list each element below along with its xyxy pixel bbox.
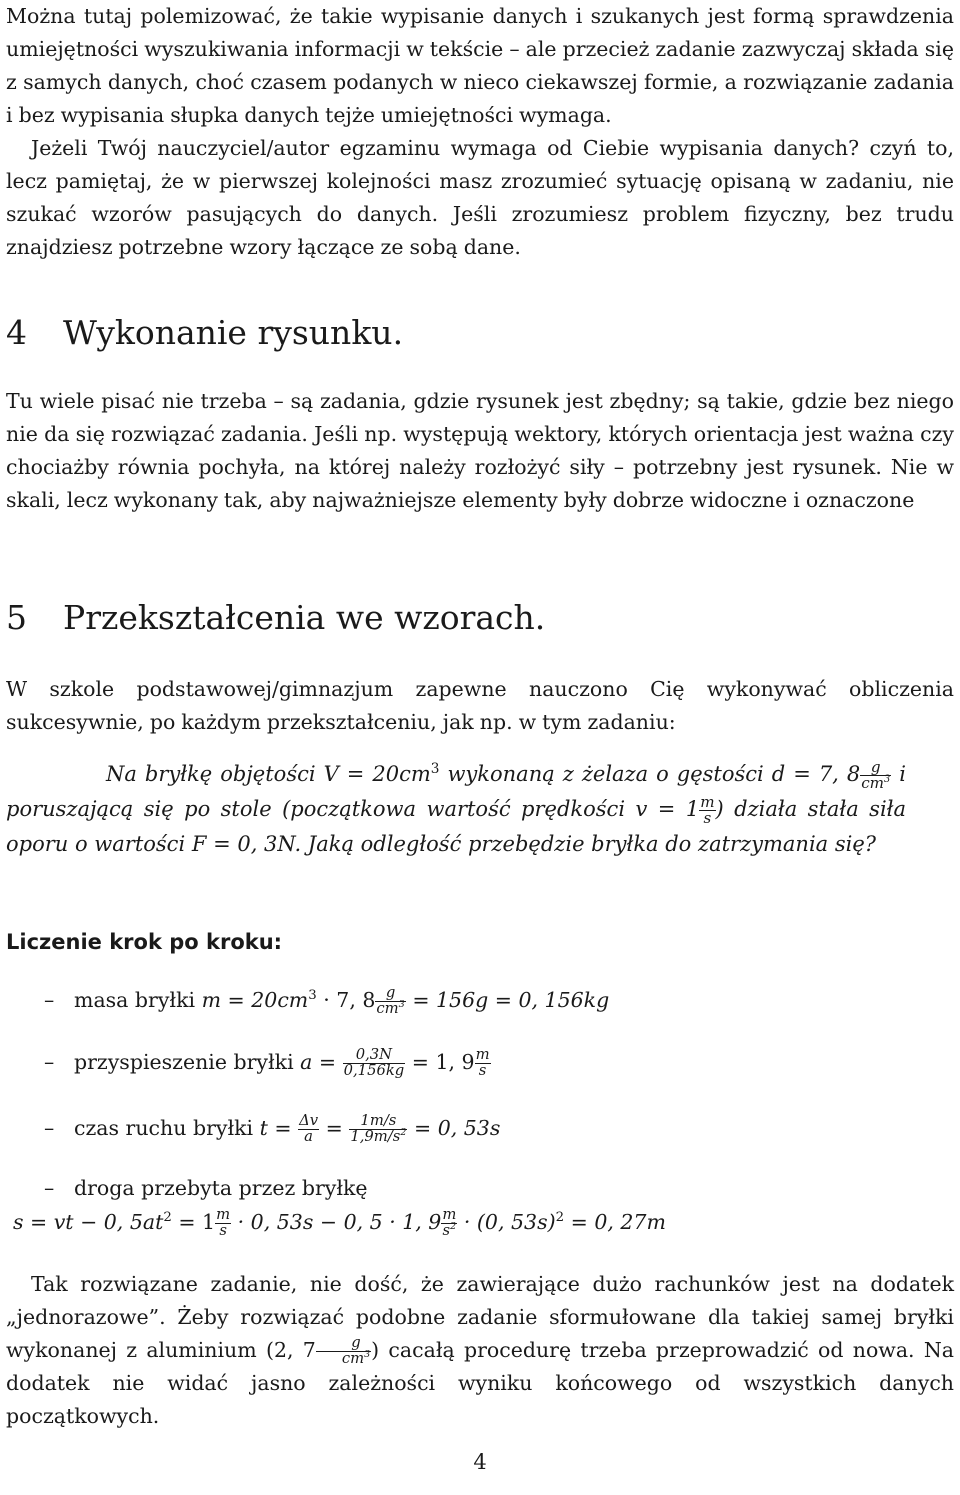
fraction-numerator: m (700, 792, 715, 811)
exponent: 3 (430, 761, 440, 777)
list-item-mass (44, 980, 609, 1020)
exponent: 3 (398, 999, 405, 1011)
fraction-m-s2 (441, 1208, 457, 1239)
formula-part: m = 20cm (201, 988, 309, 1012)
fraction-numerator: g (316, 1336, 371, 1352)
formula-part: = 1, 9 (411, 1050, 475, 1074)
example-problem (6, 757, 906, 862)
formula-part: a = (300, 1050, 337, 1074)
unit-text: cm (341, 1350, 365, 1367)
numeral: 1,9 (350, 1128, 374, 1145)
unit-text: m (369, 1112, 384, 1130)
fraction-numerator: 1m/s (349, 1114, 407, 1130)
example-text: ) działa stała siła oporu o wartości F = 0, 3N. Jaką odległość przebędzie bryłka do zatrzymania się? (6, 797, 906, 856)
unit-text: s (442, 1222, 451, 1239)
fraction-numerator: m (442, 1206, 457, 1224)
formula-part: s = vt − 0, 5at (13, 1210, 164, 1234)
paragraph-text: ) cacałą procedurę trzeba przeprowadzić od nowa. Na dodatek nie widać jasno zależności wyniku końcowego od wszystkich danych początkowych. (6, 1338, 954, 1428)
example-text: wykonaną z żelaza o gęstości d = 7, 8 (447, 762, 861, 786)
formula-part: · 0, 53s − 0, 5 · 1, 9 (237, 1210, 442, 1234)
fraction-numerator: Δv (299, 1112, 319, 1130)
example-text: i poruszającą się po stole (początkowa wartość prędkości v = 1 (6, 762, 906, 821)
exponent: 3 (308, 988, 317, 1004)
formula-part: t = (259, 1116, 292, 1140)
formula-part: = 156g = 0, 156kg (412, 988, 610, 1012)
section-heading-4 (6, 313, 403, 353)
step-label: masa bryłki (74, 988, 196, 1012)
exponent: 2 (400, 1127, 407, 1139)
fraction-denominator (441, 1221, 457, 1239)
step-heading: Liczenie krok po kroku: (6, 930, 283, 954)
formula-part: = 1 (178, 1210, 216, 1234)
step-label: czas ruchu bryłki (74, 1116, 254, 1140)
unit-text: cm (861, 774, 885, 792)
exponent: 2 (163, 1210, 172, 1226)
fraction-speed-acceleration (349, 1114, 407, 1145)
fraction-denominator: 0,156kg (343, 1062, 405, 1079)
unit-text: s (388, 1112, 397, 1130)
unit-text: m (373, 1128, 388, 1145)
list-dash: – (44, 1050, 55, 1074)
step-label: droga przebyta przez bryłkę (74, 1176, 368, 1200)
section-title: Wykonanie rysunku. (63, 313, 404, 352)
paragraph-drawing: Tu wiele pisać nie trzeba – są zadania, gdzie rysunek jest zbędny; są takie, gdzie bez niego nie da się rozwiązać zadania. Jeśli np. występują wektory, których orientacja jest ważna czy chociażby równia pochyła, na której należy rozłożyć siły – potrzebny jest rysunek. Nie w skali, lecz wykonany tak, aby najważniejsze elementy były dobrze widoczne i oznaczone (6, 389, 954, 512)
example-text: Na bryłkę objętości V = 20cm (106, 762, 431, 786)
paragraph-intro: Można tutaj polemizować, że takie wypisanie danych i szukanych jest formą sprawdzenia umiejętności wyszukiwania informacji w tekście – ale przecież zadanie zazwyczaj składa się z samych danych, choć czasem podanych w nieco ciekawszej formie, a rozwiązanie zadania i bez wypisania słupka danych tejże umiejętności wymaga. (6, 4, 954, 127)
section-title: Przekształcenia we wzorach. (63, 598, 546, 637)
fraction-force-mass (343, 1048, 406, 1079)
step-label: przyspieszenie bryłki (74, 1050, 294, 1074)
paragraph-school: W szkole podstawowej/gimnazjum zapewne nauczono Cię wykonywać obliczenia sukcesywnie, po każdym przekształceniu, jak np. w tym zadaniu: (6, 677, 954, 734)
list-dash: – (44, 1176, 55, 1200)
formula-part: · 7, 8 (323, 988, 376, 1012)
unit-text: s (392, 1128, 401, 1145)
fraction-numerator: g (860, 760, 891, 776)
formula-part: = (325, 1116, 343, 1140)
fraction-numerator: m (475, 1046, 490, 1064)
fraction-g-cm3 (375, 986, 405, 1017)
fraction-numerator: g (375, 986, 405, 1002)
paragraph-teacher: Jeżeli Twój nauczyciel/autor egzaminu wymaga od Ciebie wypisania danych? czyń to, lecz pamiętaj, że w pierwszej kolejności masz zrozumieć sytuację opisaną w zadaniu, nie szukać wzorów pasujących do danych. Jeśli zrozumiesz problem fizyczny, bez trudu znajdziesz potrzebne wzory łączące ze sobą dane. (6, 136, 954, 259)
exponent: 2 (555, 1210, 565, 1226)
formula-part: · (0, 53s) (463, 1210, 556, 1234)
formula-part: = 0, 53s (414, 1116, 501, 1140)
exponent: 3 (364, 1349, 371, 1361)
list-dash: – (44, 1116, 55, 1140)
fraction-numerator: 0,3N (343, 1048, 406, 1064)
fraction-denominator (860, 773, 891, 792)
list-dash: – (44, 988, 55, 1012)
fraction-m-s (215, 1208, 231, 1239)
section-number: 5 (6, 598, 27, 637)
fraction-denominator: s (703, 809, 712, 827)
fraction-denominator: a (304, 1128, 313, 1145)
paragraph-conclusion (6, 1268, 954, 1433)
fraction-m-s (699, 792, 715, 827)
fraction-denominator: s (219, 1222, 227, 1239)
fraction-denominator (375, 999, 405, 1017)
fraction-denominator: s (478, 1062, 487, 1079)
fraction-g-cm3 (316, 1336, 371, 1367)
paragraph-text: Tak rozwiązane zadanie, nie dość, że zawierające dużo rachunków jest na dodatek „jednorazowe”. Żeby rozwiązać podobne zadanie sformułowane dla takiej samej bryłki wykonanej z aluminium (2, 7 (6, 1272, 954, 1362)
exponent: 3 (884, 773, 891, 785)
fraction-denominator: $1,9m/s^2$ (350, 1127, 407, 1145)
page-number: 4 (473, 1450, 487, 1474)
exponent: 2 (450, 1221, 457, 1233)
fraction-denominator (316, 1349, 371, 1367)
list-item-time (44, 1108, 500, 1148)
unit-text: cm (376, 1000, 399, 1017)
fraction-numerator: m (216, 1206, 231, 1224)
list-item-acceleration (44, 1042, 491, 1082)
list-item-distance-formula (13, 1202, 666, 1242)
formula-part: = 0, 27m (570, 1210, 666, 1234)
numeral: 1 (360, 1112, 370, 1130)
fraction-g-cm3 (860, 757, 891, 792)
fraction-dv-a (298, 1114, 319, 1145)
section-number: 4 (6, 313, 27, 352)
section-heading-5 (6, 598, 545, 638)
fraction-m-s2 (475, 1048, 491, 1079)
